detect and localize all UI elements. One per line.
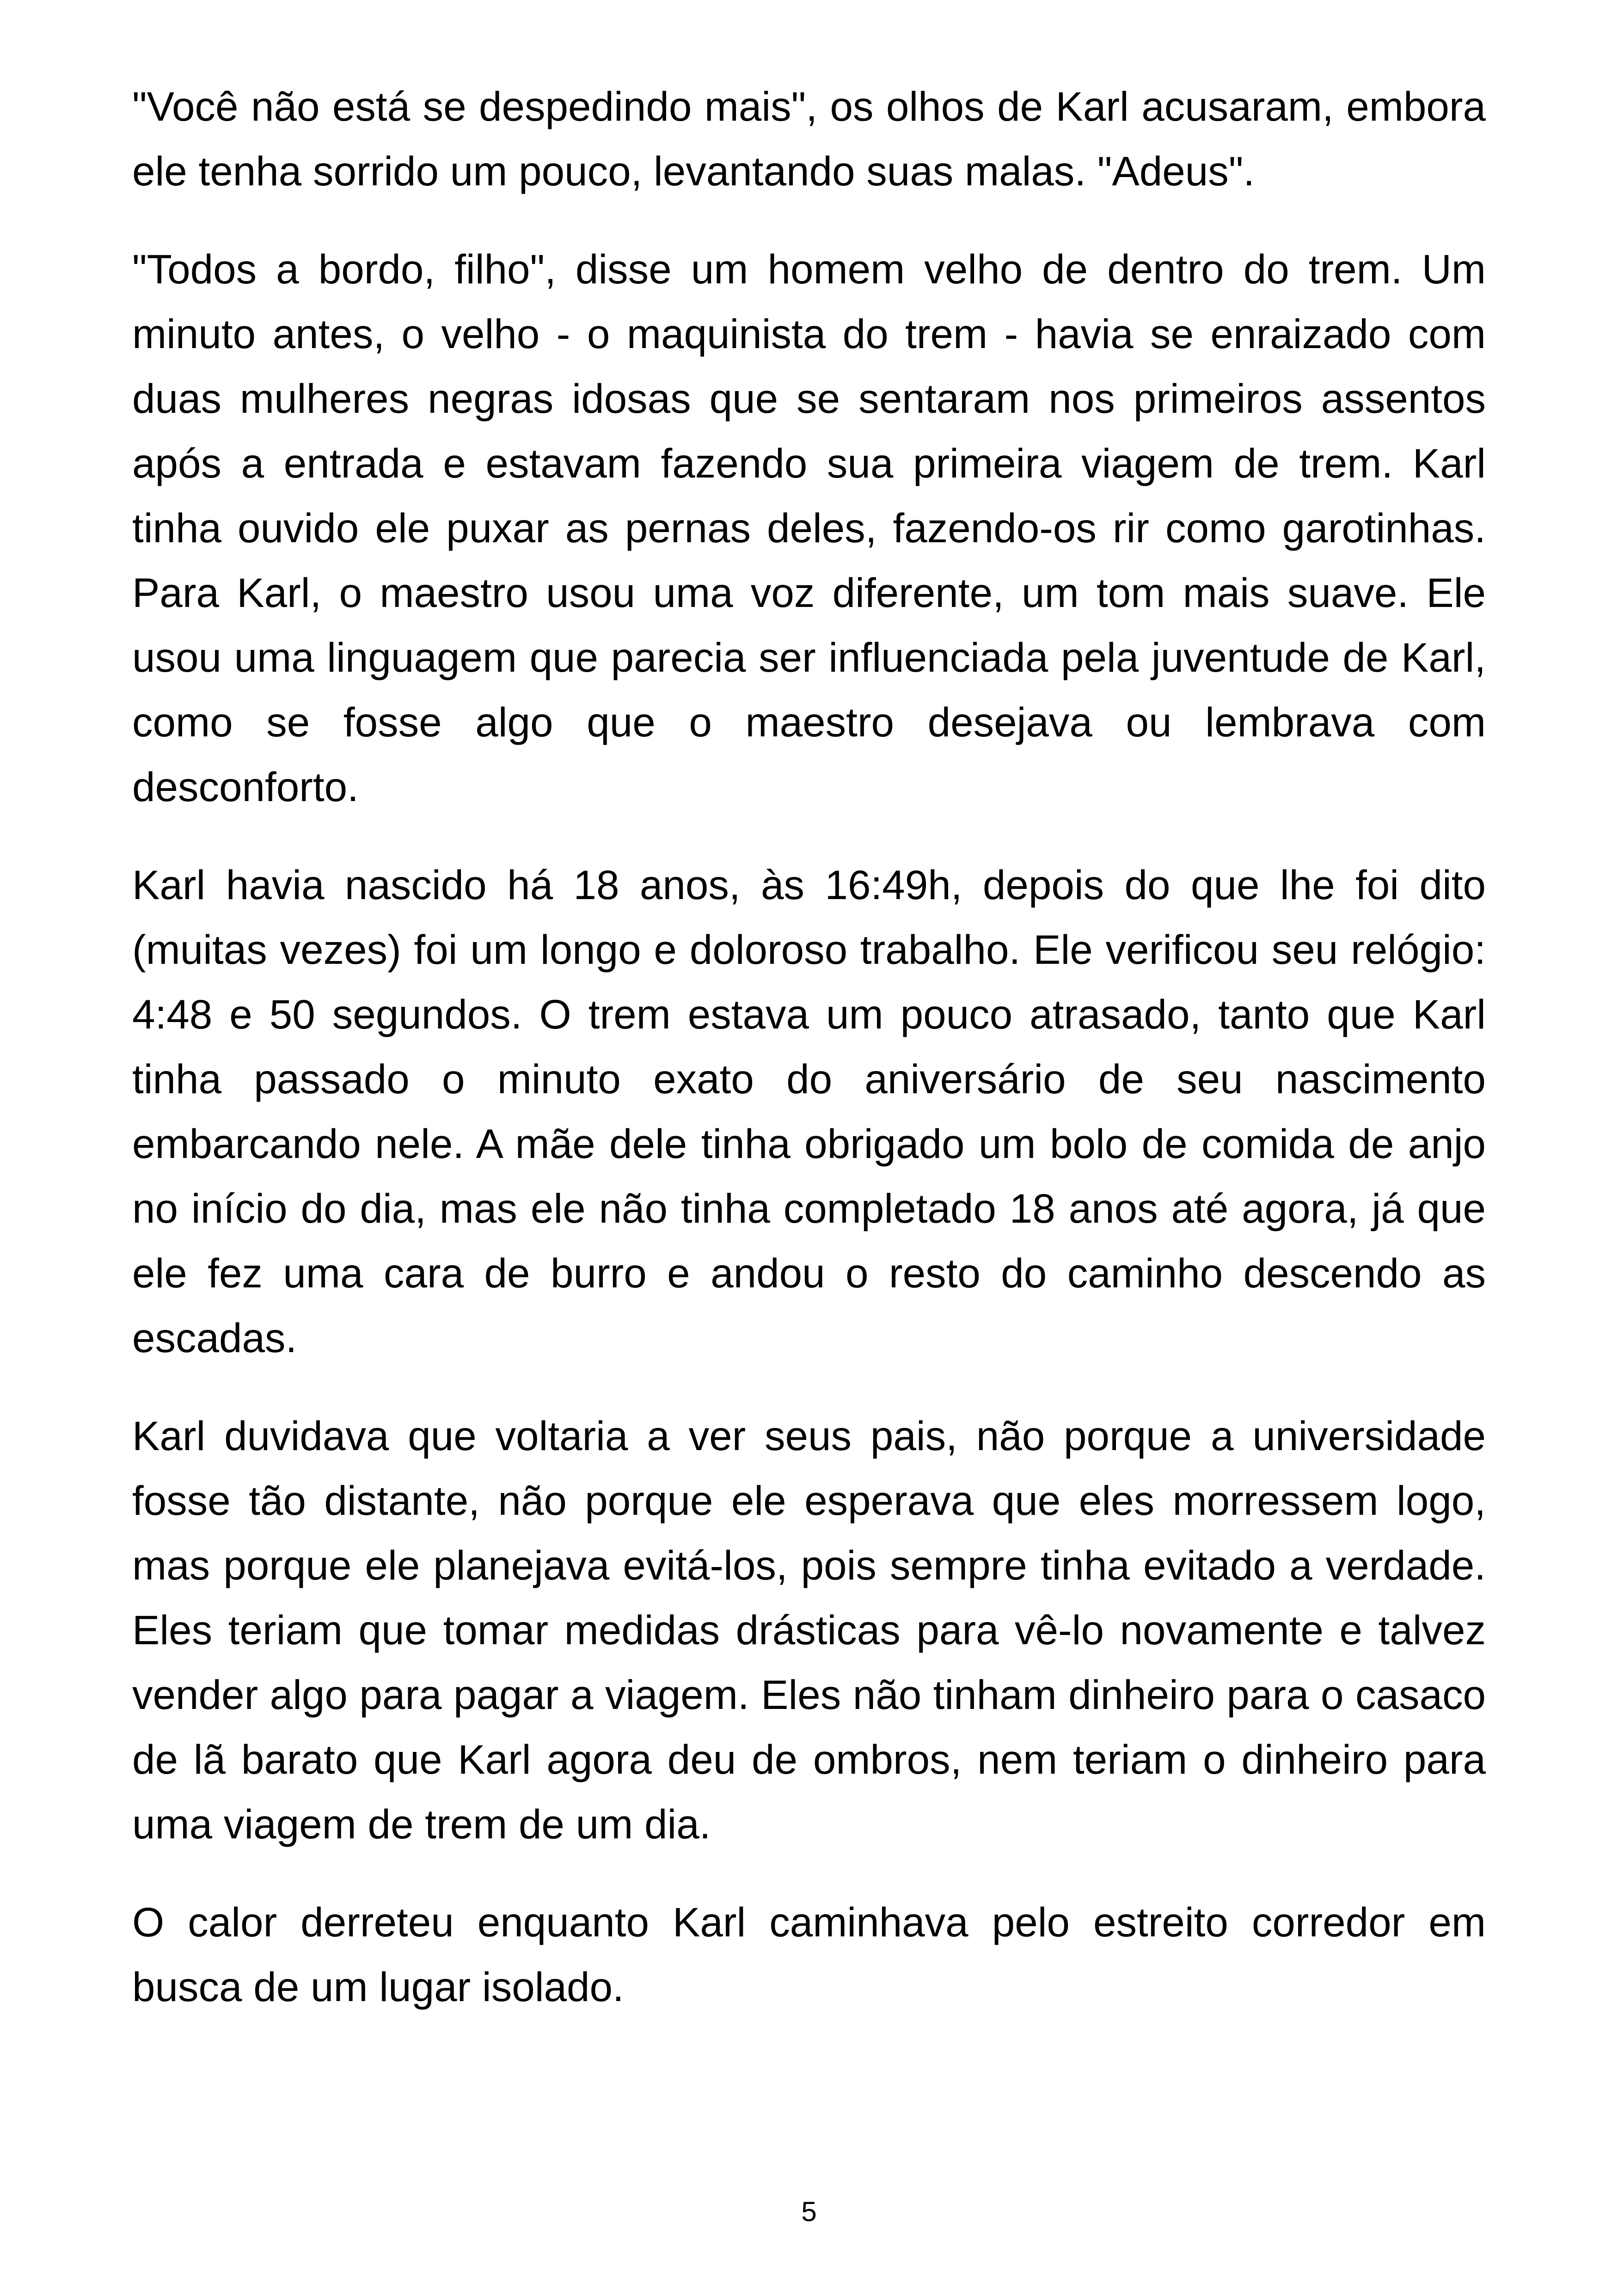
page-number: 5 xyxy=(801,2196,817,2227)
paragraph-2: "Todos a bordo, filho", disse um homem velho de dentro do trem. Um minuto antes, o velho - o maquinista do trem - havia se enraizado com duas mulheres negras idosas que se sentaram nos primeiros assentos após a entrada e estavam fazendo sua primeira viagem de trem. Karl tinha ouvido ele puxar as pernas deles, fazendo-os rir como garotinhas. Para Karl, o maestro usou uma voz diferente, um tom mais suave. Ele usou uma linguagem que parecia ser influenciada pela juventude de Karl, como se fosse algo que o maestro desejava ou lembrava com desconforto. xyxy=(132,246,1486,810)
paragraph-4: Karl duvidava que voltaria a ver seus pais, não porque a universidade fosse tão distante, não porque ele esperava que eles morressem logo, mas porque ele planejava evitá-los, pois sempre tinha evitado a verdade. Eles teriam que tomar medidas drásticas para vê-lo novamente e talvez vender algo para pagar a viagem. Eles não tinham dinheiro para o casaco de lã barato que Karl agora deu de ombros, nem teriam o dinheiro para uma viagem de trem de um dia. xyxy=(132,1413,1486,1847)
paragraph-1: "Você não está se despedindo mais", os olhos de Karl acusaram, embora ele tenha sorrido um pouco, levantando suas malas. "Adeus". xyxy=(132,83,1486,194)
paragraph-3: Karl havia nascido há 18 anos, às 16:49h, depois do que lhe foi dito (muitas vezes) foi um longo e doloroso trabalho. Ele verificou seu relógio: 4:48 e 50 segundos. O trem estava um pouco atrasado, tanto que Karl tinha passado o minuto exato do aniversário de seu nascimento embarcando nele. A mãe dele tinha obrigado um bolo de comida de anjo no início do dia, mas ele não tinha completado 18 anos até agora, já que ele fez uma cara de burro e andou o resto do caminho descendo as escadas. xyxy=(132,862,1486,1361)
paragraph-5: O calor derreteu enquanto Karl caminhava pelo estreito corredor em busca de um lugar isolado. xyxy=(132,1899,1486,2010)
body-text xyxy=(132,74,1486,2019)
